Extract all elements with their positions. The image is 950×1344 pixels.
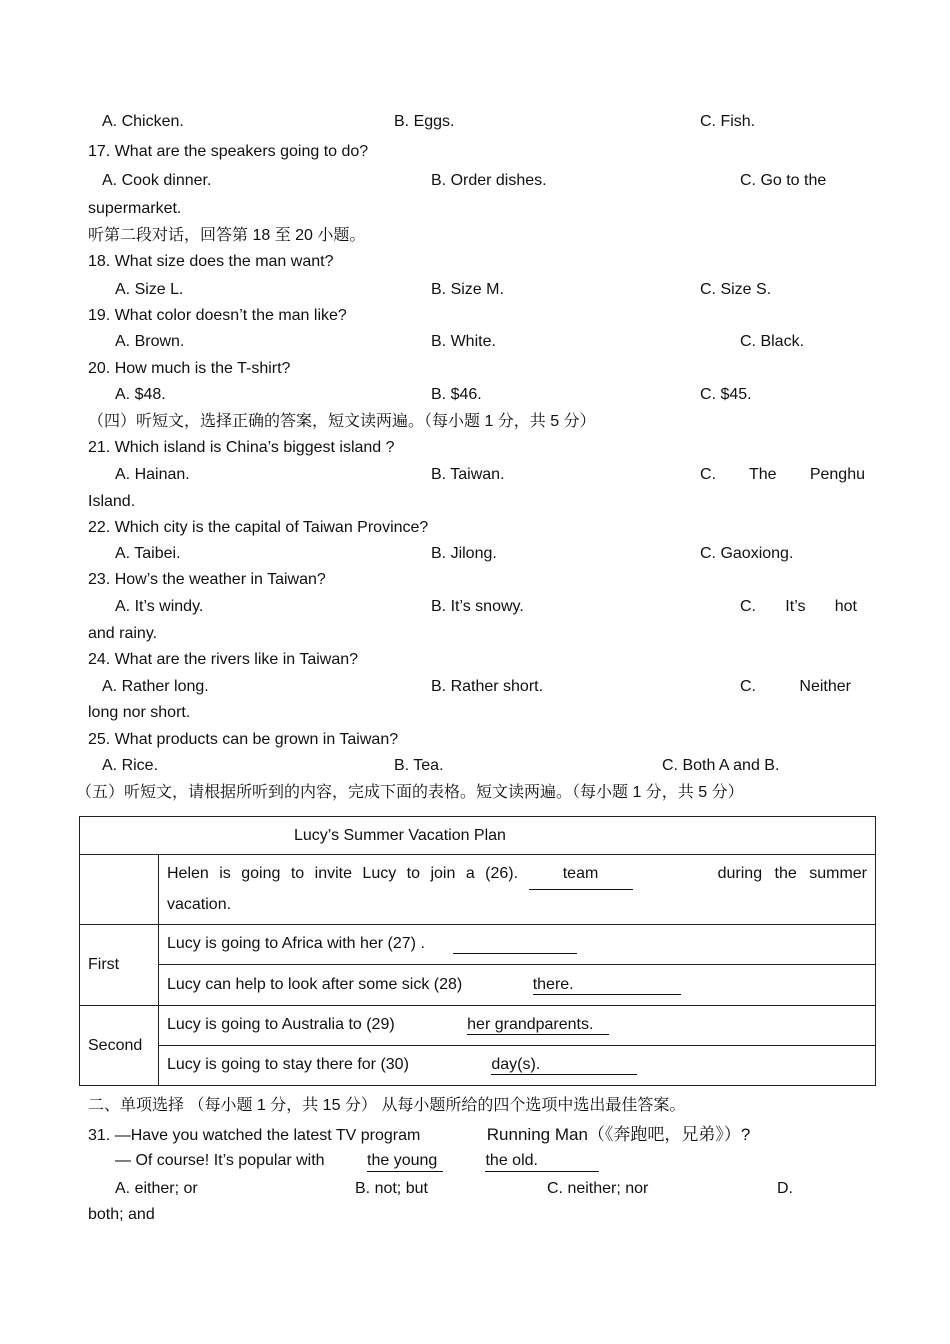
answer-27-blank — [453, 935, 577, 954]
q25-option-c: C. Both A and B. — [662, 757, 780, 774]
table-row-30 — [159, 1046, 876, 1086]
q22-option-b: B. Jilong. — [431, 545, 497, 562]
row29-text: Lucy is going to Australia to (29) — [167, 1016, 395, 1033]
q21-option-c-cont: Island. — [88, 493, 136, 510]
q31-question-text: 31. —Have you watched the latest TV program — [88, 1127, 421, 1144]
q31-program-title: Running Man（《奔跑吧，兄弟》）? — [486, 1125, 751, 1144]
table-row-26 — [159, 855, 876, 925]
section-4-heading: （四）听短文，选择正确的答案，短文读两遍。（每小题 1 分，共 5 分） — [88, 413, 596, 430]
q19-option-a: A. Brown. — [115, 333, 185, 350]
q16-option-c: C. Fish. — [700, 113, 756, 130]
q19-option-c: C. Black. — [740, 333, 805, 350]
q20-option-c: C. $45. — [700, 386, 752, 403]
q31-answer-prefix: — Of course! It’s popular with — [115, 1152, 325, 1169]
q20-option-b: B. $46. — [431, 386, 482, 403]
q31-option-a: A. either; or — [115, 1180, 198, 1197]
q31-option-b: B. not; but — [355, 1180, 428, 1197]
answer-26: team — [529, 859, 633, 890]
q22-option-a: A. Taibei. — [115, 545, 181, 562]
q31-option-d-cont: both; and — [88, 1206, 155, 1223]
q19-question: 19. What color doesn’t the man like? — [88, 307, 347, 324]
q17-question: 17. What are the speakers going to do? — [88, 143, 369, 160]
table-row-27 — [159, 925, 876, 965]
q31-option-c: C. neither; nor — [547, 1180, 649, 1197]
q20-option-a: A. $48. — [115, 386, 166, 403]
q16-option-a: A. Chicken. — [102, 113, 184, 130]
section-5-heading: （五）听短文，请根据所听到的内容，完成下面的表格。短文读两遍。（每小题 1 分，共 5 分） — [76, 784, 744, 801]
q20-question: 20. How much is the T-shirt? — [88, 360, 291, 377]
table-title: Lucy’s Summer Vacation Plan — [80, 817, 876, 855]
row27-text: Lucy is going to Africa with her (27) . — [167, 935, 425, 952]
row30-text: Lucy is going to stay there for (30) — [167, 1056, 409, 1073]
second-label: Second — [80, 1006, 159, 1086]
table-row-29 — [159, 1006, 876, 1046]
q25-question: 25. What products can be grown in Taiwan? — [88, 731, 399, 748]
first-label: First — [80, 925, 159, 1006]
section-conversation-2: 听第二段对话，回答第 18 至 20 小题。 — [88, 227, 366, 244]
q31-blank-2: the old. — [485, 1151, 599, 1172]
q18-option-a: A. Size L. — [115, 281, 184, 298]
q23-option-c-cont: and rainy. — [88, 625, 158, 642]
q31-answer-line — [115, 1151, 599, 1172]
q17-option-c: C. Go to the — [740, 172, 827, 189]
q23-option-c: C. It’s hot — [740, 598, 857, 615]
q24-option-c-cont: long nor short. — [88, 704, 191, 721]
answer-30: day(s). — [491, 1056, 637, 1075]
q18-option-c: C. Size S. — [700, 281, 772, 298]
q24-option-b: B. Rather short. — [431, 678, 544, 695]
q18-option-b: B. Size M. — [431, 281, 504, 298]
q17-option-a: A. Cook dinner. — [102, 172, 212, 189]
q22-question: 22. Which city is the capital of Taiwan Province? — [88, 519, 429, 536]
q21-option-a: A. Hainan. — [115, 466, 190, 483]
q18-question: 18. What size does the man want? — [88, 253, 334, 270]
q23-question: 23. How’s the weather in Taiwan? — [88, 571, 326, 588]
q24-option-a: A. Rather long. — [102, 678, 209, 695]
answer-28: there. — [533, 976, 681, 995]
q17-option-b: B. Order dishes. — [431, 172, 547, 189]
q22-option-c: C. Gaoxiong. — [700, 545, 794, 562]
row26-suffix: during the summer — [717, 865, 867, 882]
q21-option-b: B. Taiwan. — [431, 466, 505, 483]
vacation-plan-table — [79, 816, 876, 1086]
q19-option-b: B. White. — [431, 333, 496, 350]
q21-option-c: C. The Penghu — [700, 466, 865, 483]
table-row-label-empty — [80, 855, 159, 925]
q25-option-a: A. Rice. — [102, 757, 159, 774]
table-row-28 — [159, 965, 876, 1006]
q17-option-c-cont: supermarket. — [88, 200, 182, 217]
row28-text: Lucy can help to look after some sick (28) — [167, 975, 463, 993]
q31-option-d: D. — [777, 1180, 793, 1197]
row26-prefix: Helen is going to invite Lucy to join a (26). — [167, 865, 519, 882]
section-multiple-choice-heading: 二、单项选择 （每小题 1 分，共 15 分） 从每小题所给的四个选项中选出最佳答案。 — [88, 1097, 686, 1114]
q16-option-b: B. Eggs. — [394, 113, 455, 130]
q23-option-a: A. It’s windy. — [115, 598, 204, 615]
q31-question — [88, 1125, 750, 1146]
q31-blank-1: the young — [367, 1151, 443, 1172]
q24-question: 24. What are the rivers like in Taiwan? — [88, 651, 359, 668]
q21-question: 21. Which island is China’s biggest island ? — [88, 439, 395, 456]
q23-option-b: B. It’s snowy. — [431, 598, 524, 615]
q25-option-b: B. Tea. — [394, 757, 444, 774]
answer-29: her grandparents. — [467, 1016, 609, 1035]
row26-line2: vacation. — [167, 896, 232, 913]
q24-option-c: C. Neither — [740, 678, 851, 695]
